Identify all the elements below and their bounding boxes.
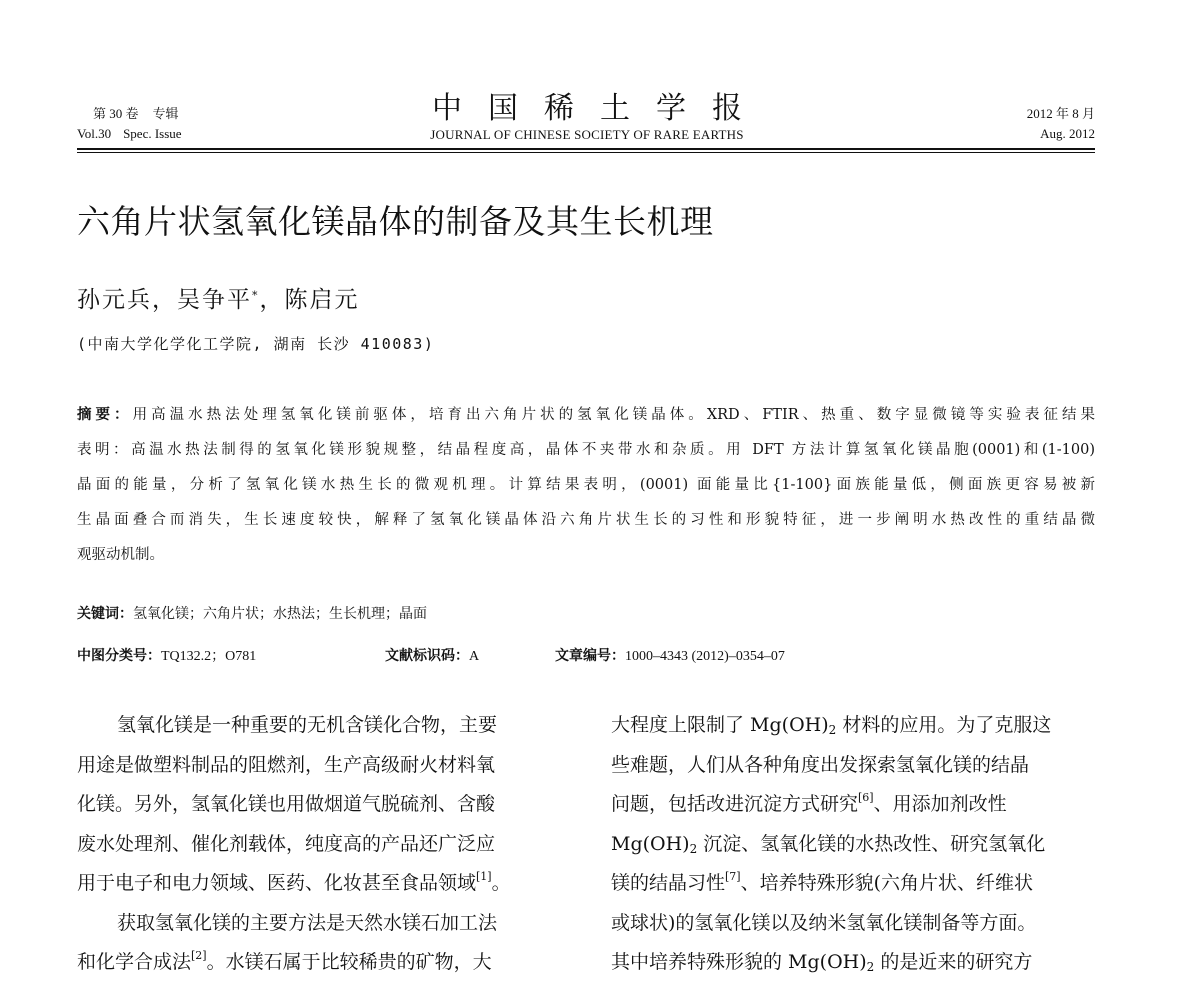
author-affiliation: (中南大学化学化工学院, 湖南 长沙 410083) (77, 335, 435, 353)
abstract (77, 398, 1095, 573)
body-text: Mg(OH) (611, 832, 690, 855)
citation-ref[interactable]: [1] (476, 870, 492, 883)
keyword: ； 生长机理 (315, 606, 385, 622)
journal-name-cn: 中国稀土学报 (432, 91, 768, 126)
body-text: 用于电子和电力领域、医药、化妆甚至食品领域 (77, 872, 477, 894)
body-line: 些难题，人们从各种角度出发探索氢氧化镁的结晶 (611, 753, 1030, 776)
citation-ref[interactable]: [7] (725, 870, 741, 883)
keyword: ； 晶面 (385, 606, 427, 622)
body-text: 、培养特殊形貌(六角片状、纤维状 (740, 872, 1034, 894)
author-separator: ， (152, 287, 177, 313)
author-name: 吴争平 (177, 287, 252, 313)
keyword: 氢氧化镁 (133, 606, 189, 622)
body-line: 氢氧化镁是一种重要的无机含镁化合物，主要 (117, 714, 498, 736)
body-line (611, 706, 1089, 746)
body-line: 获取氢氧化镁的主要方法是天然水镁石加工法 (117, 911, 498, 934)
body-text: 材料的应用。为了克服这 (836, 714, 1052, 736)
document-code-label: 文献标识码： (385, 648, 469, 664)
journal-name (327, 92, 847, 144)
author-name: 陈启元 (284, 287, 360, 313)
header-rule-thick (77, 148, 1095, 150)
citation-ref[interactable]: [6] (858, 791, 874, 804)
abstract-line: 生晶面叠合而消失，生长速度较快，解释了氢氧化镁晶体沿六角片状生长的习性和形貌特征，进一步阐明水热改性的重结晶微 (77, 512, 1095, 528)
body-text: 和化学合成法 (77, 951, 192, 973)
body-text: 问题，包括改进沉淀方式研究 (611, 793, 859, 815)
document-code-value: A (469, 649, 480, 664)
body-column-left (77, 706, 555, 983)
running-header (77, 92, 1095, 152)
author-list (77, 280, 360, 316)
body-line: 用途是做塑料制品的阻燃剂，生产高级耐火材料氧 (77, 753, 496, 776)
volume-info-cn (77, 104, 182, 124)
clc-value: TQ132.2；O781 (161, 649, 257, 664)
body-line (611, 864, 1089, 904)
body-line: 废水处理剂、催化剂载体，纯度高的产品还广泛应 (77, 832, 496, 855)
abstract-line: 观驱动机制。 (77, 547, 164, 563)
issue-cn: 专辑 (152, 106, 179, 121)
subscript: 2 (828, 723, 837, 737)
clc-number (77, 641, 256, 672)
header-rule-thin (77, 152, 1095, 153)
body-line (611, 825, 1089, 865)
subscript: 2 (866, 960, 875, 974)
keyword: ； 六角片状 (189, 606, 259, 622)
body-line: 化镁。另外，氢氧化镁也用做烟道气脱硫剂、含酸 (77, 793, 496, 815)
article-title: 六角片状氢氧化镁晶体的制备及其生长机理 (77, 202, 714, 241)
header-rule (77, 148, 1095, 154)
abstract-text: 用高温水热法处理氢氧化镁前驱体，培育出六角片状的氢氧化镁晶体。XRD、FTIR、热重、数字显微镜等实验表征结果 (132, 407, 1095, 423)
volume-info-en (77, 124, 182, 144)
body-text: 镁的结晶习性 (611, 872, 726, 894)
article-number-value: 1000–4343 (2012)–0354–07 (625, 649, 785, 664)
subscript: 2 (689, 841, 698, 856)
citation-ref[interactable]: [2] (191, 949, 207, 962)
publication-date (1027, 104, 1095, 144)
journal-name-en: JOURNAL OF CHINESE SOCIETY OF RARE EARTHS (430, 127, 744, 142)
body-text: 。水镁石属于比较稀贵的矿物，大 (206, 951, 492, 973)
keywords (77, 597, 427, 631)
body-text: 大程度上限制了 Mg(OH) (611, 714, 829, 736)
body-text: 、用添加剂改性 (873, 793, 1007, 815)
issue-en: Spec. Issue (123, 126, 182, 141)
corresponding-author-mark: * (252, 289, 260, 302)
author-name: 孙元兵 (77, 287, 152, 313)
article-number (555, 641, 785, 672)
document-code (385, 641, 479, 672)
body-column-right (611, 706, 1089, 983)
body-line (77, 943, 555, 983)
volume-info (77, 104, 182, 144)
keywords-label: 关键词： (77, 606, 133, 622)
publication-date-cn: 2012 年 8 月 (1026, 106, 1095, 121)
abstract-line: 表明：高温水热法制得的氢氧化镁形貌规整，结晶程度高，晶体不夹带水和杂质。用 DFT 方法计算氢氧化镁晶胞(0001)和(1-100) (77, 442, 1095, 458)
volume-cn: 第 30 卷 (93, 106, 139, 121)
body-text: 沉淀、氢氧化镁的水热改性、研究氢氧化 (697, 832, 1046, 855)
clc-label: 中图分类号： (77, 648, 161, 664)
article-number-label: 文章编号： (555, 648, 625, 664)
body-text: 其中培养特殊形貌的 Mg(OH) (611, 951, 867, 973)
body-line (611, 785, 1089, 825)
abstract-label: 摘要： (77, 407, 133, 423)
abstract-line (77, 398, 1095, 433)
body-text: 。 (491, 872, 511, 894)
author-separator: ， (259, 287, 285, 313)
body-text: 的是近来的研究方 (874, 951, 1033, 973)
classification-row (77, 641, 1095, 672)
body-line (77, 864, 555, 904)
keyword: ； 水热法 (259, 606, 315, 622)
abstract-line: 晶面的能量，分析了氢氧化镁水热生长的微观机理。计算结果表明，(0001) 面能量比{1-100}面族能量低，侧面族更容易被新 (77, 477, 1095, 493)
publication-date-en: Aug. 2012 (1040, 126, 1095, 141)
body-line (611, 943, 1089, 983)
volume-en: Vol.30 (77, 126, 112, 141)
body-line: 或球状)的氢氧化镁以及纳米氢氧化镁制备等方面。 (611, 911, 1037, 934)
